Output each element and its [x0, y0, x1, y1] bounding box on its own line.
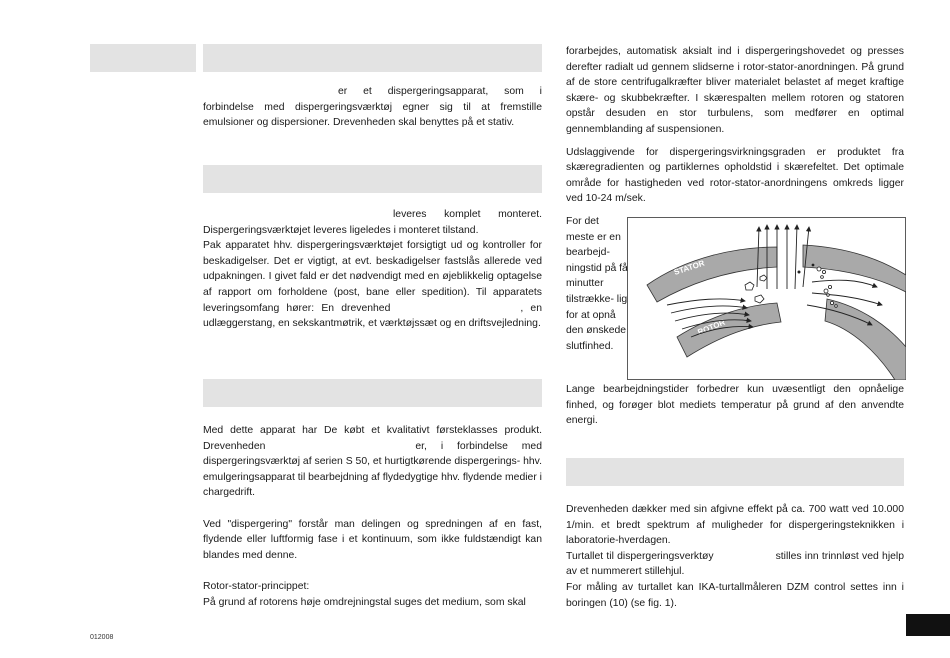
section-heading-bar-right — [566, 458, 904, 486]
left-column-usage — [203, 423, 542, 610]
right-column-power — [566, 502, 904, 611]
rotor-stator-figure — [627, 217, 906, 380]
stator-label: STATOR — [672, 258, 706, 277]
page-tab — [906, 614, 950, 636]
usage-text: Med dette apparat har De købt et kvalitativt førsteklasses produkt. Drevenheden — [203, 425, 542, 452]
delivery-paragraph-2 — [203, 238, 542, 332]
usage-text-end: er, i forbindelse med dispergeringsværktøj af serien S 50, et hurtigtkørende dispergerings- hhv. emulgeringsapparat til bearbejdning af flydedygtige hhv. flydende medier i chargedrift. — [203, 440, 542, 499]
section-heading-bar-2 — [203, 165, 542, 193]
dispersing-paragraph: Ved "dispergering" forstår man delingen og spredningen af en fast, flydende eller luftformig fase i et kontinuum, som ikke fuldstændigt kan blandes med denne. — [203, 518, 542, 561]
right-column-lower — [566, 382, 904, 429]
speed-text-end: stilles inn trinnløst ved hjelp av et nummerert stillehjul. — [566, 550, 904, 578]
right-paragraph-6: For måling av turtallet kan IKA-turtallmåleren DZM control settes inn i boringen (10) (se fig. 1). — [566, 581, 904, 609]
section-heading-bar-1 — [203, 44, 542, 72]
intro-paragraph: er et dispergeringsapparat, som i forbindelse med dispergeringsværktøj egner sig til at fremstille emulsioner og dispersioner. Drevenheden skal benyttes på et stativ. — [203, 86, 542, 129]
delivery-paragraph-1: leveres komplet monteret. Dispergeringsværktøjet leveres ligeledes i monteret tilstand. — [203, 209, 542, 236]
usage-paragraph — [203, 423, 542, 501]
right-column — [566, 44, 904, 207]
figure-frame — [628, 218, 906, 380]
right-paragraph-1: forarbejdes, automatisk aksialt ind i dispergeringshovedet og presses derefter radialt ud gennem slidserne i rotor-stator-anordningen. På grund af de store centrifugalkræfter bliver materialet belastet af meget kraftige skære- og skubbekræfter. I skærespalten mellem rotoren og statoren opstår desuden en stor turbulens, som medfører en optimal gennemblanding af suspensionen. — [566, 46, 904, 135]
right-paragraph-5 — [566, 549, 904, 580]
delivery-text-end: , en udlæggerstang, en sekskantmøtrik, et værktøjssæt og en driftsvejledning. — [203, 302, 542, 330]
right-paragraph-2: Udslaggivende for dispergeringsvirkningsgraden er produktet fra skæregradienten og partiklernes opholdstid i skærefeltet. Det optimale område for hastigheden ved rotor-stator-anordningens omkreds ligger ved 10-24 m/sek. — [566, 146, 904, 205]
left-column-delivery — [203, 207, 542, 332]
figure-side-text: For det meste er en bearbejd- ningstid på få minutter tilstrække- lig for at opnå den ønskede slutfinhed. — [566, 216, 628, 352]
rotor-label: ROTOR — [696, 317, 727, 337]
delivery-text: Pak apparatet hhv. dispergeringsværktøjet forsigtigt ud og kontroller for beskadigelser. Det er vigtigt, at evt. beskadigelser fastslås allerede ved udpakningen. I givet fald er det nødvendigt med en øjeblikkelig optagelse af rapport om forholdene (post, bane eller spedition). Til apparatets leveringsomfang hører: En drevenhed — [203, 240, 542, 314]
document-code: 012008 — [90, 634, 114, 641]
rotor-stator-heading: Rotor-stator-princippet: — [203, 580, 310, 592]
right-paragraph-3: Lange bearbejdningstider forbedrer kun uvæsentligt den opnåelige finhed, og forøger blot mediets temperatur på grund af den anvendte energi. — [566, 384, 904, 427]
left-column — [203, 84, 542, 131]
speed-text: Turtallet til dispergeringsverktøy — [566, 550, 714, 562]
section-label-box — [90, 44, 196, 72]
rotor-stator-paragraph: På grund af rotorens høje omdrejningstal suges det medium, som skal — [203, 596, 526, 608]
section-heading-bar-3 — [203, 379, 542, 407]
right-paragraph-4: Drevenheden dækker med sin afgivne effekt på ca. 700 watt ved 10.000 1/min. et bredt spektrum af muligheder for dispergeringsteknikken i laboratorie-hverdagen. — [566, 504, 904, 547]
